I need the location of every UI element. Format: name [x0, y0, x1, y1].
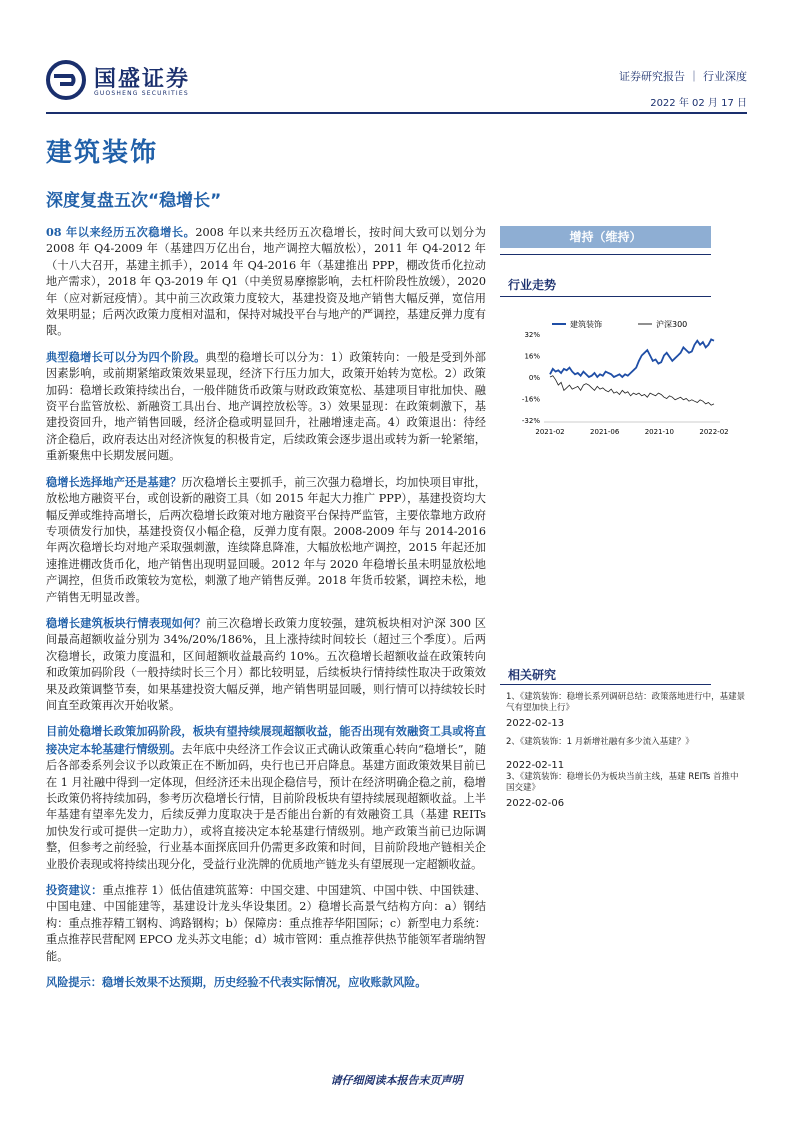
- paragraph: [46, 224, 486, 340]
- y-tick-label: 0%: [528, 374, 540, 382]
- header-divider: [46, 112, 747, 114]
- series-line: [550, 376, 714, 406]
- report-type: 证券研究报告 ｜ 行业深度: [619, 70, 747, 83]
- paragraph-text: 历次稳增长主要抓手，前三次强力稳增长，均加快项目审批，放松地方融资平台，或创设新的融资工具（如 2015 年起大力推广 PPP），基建投资均大幅反弹或维持高增长，后两次稳增长政策对地方融资平台保持严监管，主要依靠地方政府专项债发行加快，基建投资仅小幅企稳，反弹力度有限。2008-2009 年与 2014-2016 年两次稳增长均对地产采取强刺激，连续降息降准，大幅放松地产调控，2015 年起还加速推进棚改货币化，地产销售出现明显回暖。2012 年与 2020 年稳增长虽未明显放松地产调控，但货币政策较为宽松，刺激了地产销售反弹。2018 年货币较紧，调控未松，地产销售无明显改善。: [46, 475, 486, 604]
- x-tick-label: 2021-02: [535, 428, 565, 436]
- related-item-date: 2022-02-06: [506, 798, 565, 809]
- related-title: 相关研究: [508, 668, 557, 682]
- legend-label: 沪深300: [656, 320, 688, 329]
- trend-title: 行业走势: [508, 278, 557, 292]
- related-item-text[interactable]: 3、《建筑装饰：稳增长仍为板块当前主线，基建 REITs 首推中国交建》: [506, 772, 739, 793]
- related-item-date: 2022-02-13: [506, 718, 565, 729]
- disclaimer-footer: 请仔细阅读本报告末页声明: [330, 1074, 463, 1087]
- paragraph-lead: 投资建议：: [46, 883, 103, 898]
- series-line: [550, 339, 714, 377]
- paragraph: [46, 615, 486, 714]
- x-tick-label: 2022-02: [699, 428, 729, 436]
- report-body: [46, 224, 486, 1000]
- related-item-date: 2022-02-11: [506, 760, 565, 771]
- paragraph-lead: 典型稳增长可以分为四个阶段。: [46, 349, 206, 364]
- paragraph-text: 去年底中央经济工作会议正式确认政策重心转向“稳增长”，随后各部委系列会议予以政策正在不断加码，央行也已开启降息。基建方面政策效果目前已在 1 月社融中得到一定体现，但经济还未出现企稳信号，预计在经济明确企稳之前，稳增长政策仍将持续加码，参考历次稳增长行情，目前阶段板块有望持续展现超额收益。上半年基建有望率先发力，后续反弹力度取决于是否能出台新的有效融资工具（基建 REITs 加快发行或可提供一定助力），或将直接决定本轮基建行情级别。地产政策当前已边际调整，但参考之前经验，行业基本面探底回升仍需更多政策和时间，目前阶段地产链相关企业股价表现或将持续出现分化，受益行业洗牌的优质地产链龙头有望展现一定超额收益。: [46, 742, 486, 871]
- related-divider: [500, 684, 711, 685]
- paragraph: [46, 474, 486, 606]
- legend-label: 建筑装饰: [570, 320, 602, 329]
- paragraph-lead: 目前处稳增长政策加码阶段，板块有望持续展现超额收益，能否出现有效融资工具或将直接决定本轮基建行情级别。: [46, 724, 486, 756]
- y-tick-label: 16%: [524, 352, 540, 361]
- paragraph: [46, 349, 486, 465]
- paragraph-text: 2008 年以来共经历五次稳增长，按时间大致可以划分为 2008 年 Q4-2009 年（基建四万亿出台，地产调控大幅放松），2011 年 Q4-2012 年（十八大召开，基建主抓手），2014 年 Q4-2016 年（基建推出 PPP，棚改货币化拉动地产需求），2018 年 Q3-2019 年 Q1（中美贸易摩擦影响，去杠杆阶段性放缓），2020 年（应对新冠疫情）。其中前三次政策力度较大，基建投资及地产销售大幅反弹，宽信用效果明显；后两次政策力度相对温和，保持对城投平台与地产的严调控，基建反弹力度有限。: [46, 226, 486, 338]
- related-item[interactable]: [506, 772, 746, 809]
- paragraph-text: 典型的稳增长可以分为：1）政策转向：一般是受到外部因素影响，或前期紧缩政策效果显现，经济下行压力加大，政策开始转为宽松。2）政策加码：稳增长政策持续出台，一般伴随货币政策与财政政策宽松、基建项目审批加快、融资平台监管放松、新融资工具出台、地产调控放松等。3）效果显现：在政策刺激下，基建投资回升，地产销售回暖，经济企稳或明显回升，社融增速走高。4）政策退出：待经济企稳后，政府表达出对经济恢复的积极肯定，后续政策会逐步退出或转为新一轮紧缩，重新聚焦中长期发展问题。: [46, 350, 486, 463]
- y-tick-label: -32%: [521, 417, 540, 425]
- trend-divider: [500, 296, 711, 297]
- paragraph-lead: 稳增长选择地产还是基建？: [46, 474, 182, 489]
- report-date: 2022 年 02 月 17 日: [650, 98, 747, 109]
- y-tick-label: -16%: [521, 395, 540, 404]
- related-item-text[interactable]: 2、《建筑装饰：1 月新增社融有多少流入基建？》: [506, 737, 694, 747]
- paragraph: [46, 723, 486, 873]
- y-tick-label: 32%: [524, 331, 540, 339]
- paragraph-lead: 08 年以来经历五次稳增长。: [46, 225, 196, 239]
- x-tick-label: 2021-10: [644, 428, 674, 436]
- paragraph: [46, 974, 486, 991]
- paragraph-text: 重点推荐 1）低估值建筑蓝筹：中国交建、中国建筑、中国中铁、中国铁建、中国电建、中国能建等，基建设计龙头华设集团。2）稳增长高景气结构方向：a）钢结构：重点推荐精工钢构、鸿路钢构；b）保障房：重点推荐华阳国际；c）新型电力系统：重点推荐民营配网 EPCO 龙头苏文电能；d）城市管网：重点推荐供热节能领军者瑞纳智能。: [46, 884, 486, 963]
- brand-name: 国盛证券: [94, 67, 191, 92]
- paragraph: [46, 882, 486, 965]
- x-tick-label: 2021-06: [590, 428, 620, 436]
- report-title: 深度复盘五次“稳增长”: [46, 191, 222, 211]
- related-item[interactable]: [506, 692, 746, 729]
- rating-divider: [500, 254, 711, 255]
- brand-name-en: GUOSHENG SECURITIES: [94, 90, 189, 97]
- industry-trend-chart: [510, 312, 730, 442]
- guosheng-logo-icon: [46, 60, 86, 100]
- rating-badge: 增持（维持）: [500, 226, 711, 248]
- related-item-text[interactable]: 1、《建筑装饰：稳增长系列调研总结：政策落地进行中，基建景气有望加快上行》: [506, 692, 746, 713]
- paragraph-lead: 风险提示：稳增长效果不达预期，历史经验不代表实际情况，应收账款风险。: [46, 975, 427, 990]
- paragraph-text: 前三次稳增长政策力度较强，建筑板块相对沪深 300 区间最高超额收益分别为 34%/20%/186%，且上涨持续时间较长（超过三个季度）。后两次稳增长，政策力度温和，区间超额收益最高约 10%。五次稳增长超额收益在政策转向和政策加码阶段（一般持续时长三个月）都比较明显，后续板块行情持续性取决于政策效果及政策调整节奏，如果基建投资大幅反弹，地产销售明显回暖，则行情可以持续较长时间直至政策再次开始收紧。: [46, 616, 486, 712]
- related-item[interactable]: [506, 737, 746, 771]
- paragraph-lead: 稳增长建筑板块行情表现如何？: [46, 615, 206, 630]
- sector-title: 建筑装饰: [46, 138, 159, 168]
